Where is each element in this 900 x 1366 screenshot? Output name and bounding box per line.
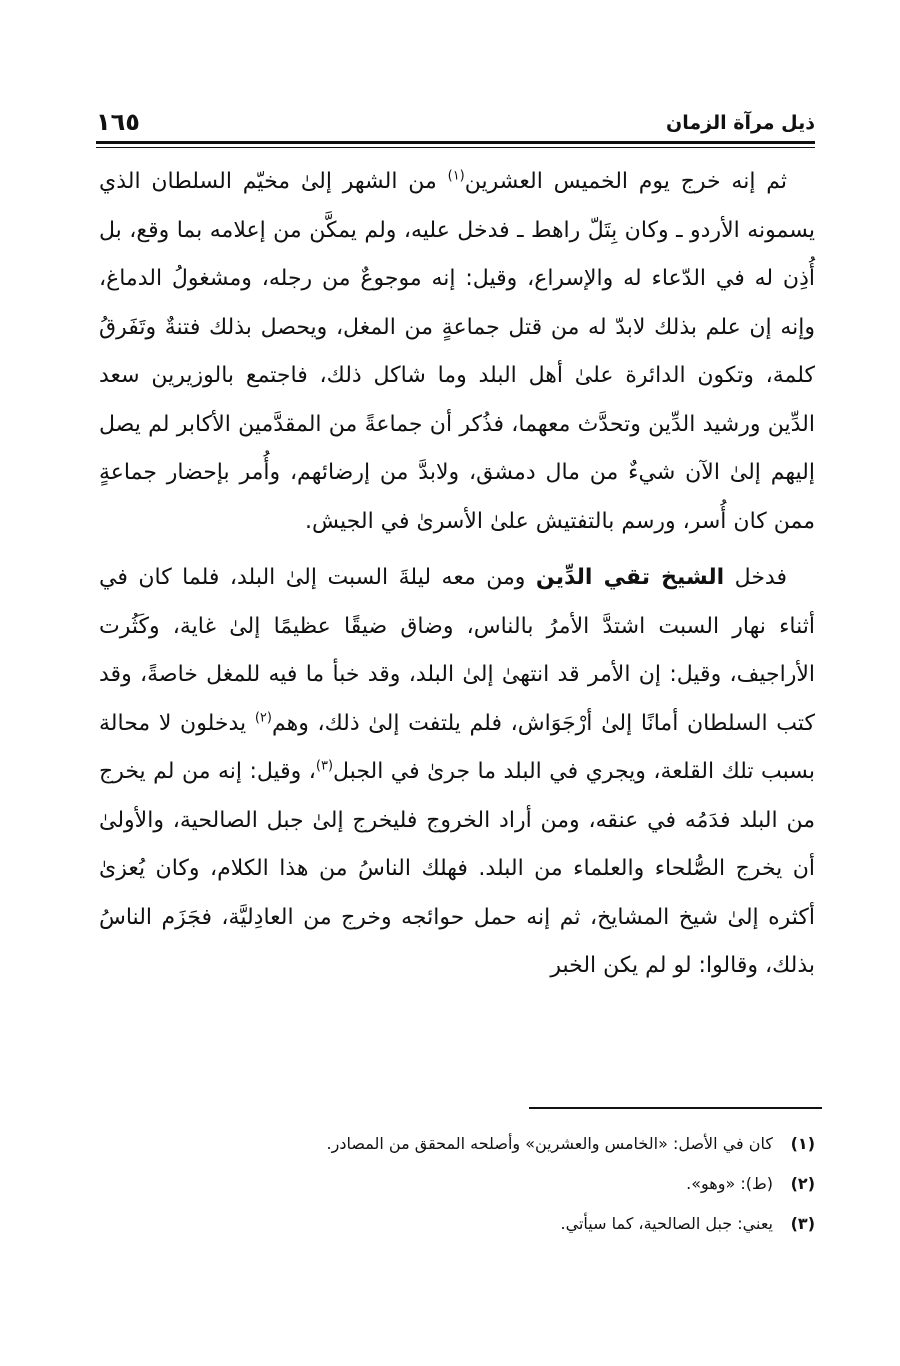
footnote-separator — [529, 1107, 822, 1109]
paragraph-2 — [99, 554, 815, 991]
paragraph-1 — [99, 158, 815, 546]
footnote-number: (١) — [790, 1134, 815, 1153]
footnotes — [99, 1124, 815, 1244]
footnote-ref-3[interactable]: (٣) — [315, 758, 334, 774]
footnote-text: يعني: جبل الصالحية، كما سيأتي. — [560, 1214, 773, 1233]
footnote-text: (ط): «وهو». — [686, 1174, 773, 1193]
footnote-3 — [99, 1204, 815, 1244]
p2-text-start: فدخل — [724, 565, 787, 590]
running-title: ذيل مرآة الزمان — [666, 112, 815, 134]
p2-text-a: ومن معه ليلةَ السبت إلىٰ البلد، فلما كان في أثناء نهار السبت اشتدَّ الأمرُ بالناس، وضاق ضيقًا عظيمًا إلىٰ غاية، وكَثُرت الأراجيف، وقيل: إن الأمر قد انتهىٰ إلىٰ البلد، وقد خبأ ما فيه للمغل خاصةً، وقد كتب السلطان أمانًا إلىٰ أرْجَوَاش، فلم يلتفت إلىٰ ذلك، وهم — [99, 565, 815, 736]
p2-bold-name: الشيخ تقي الدِّين — [535, 565, 725, 590]
p1-text-start: ثم إنه خرج يوم الخميس العشرين — [464, 169, 788, 194]
main-text — [99, 158, 815, 991]
running-header — [96, 108, 815, 140]
p2-text-b: يدخلون لا محالة بسبب تلك القلعة، ويجري في البلد ما جرىٰ في الجبل — [99, 710, 815, 784]
footnote-ref-2[interactable]: (٢) — [254, 710, 272, 726]
page-number: ١٦٥ — [96, 108, 140, 136]
header-rule-thick — [96, 141, 815, 144]
p1-text-rest: من الشهر إلىٰ مخيّم السلطان الذي يسمونه الأردو ـ وكان بِتَلّ راهط ـ فدخل عليه، ولم يمكَّن من إعلامه بما وقع، بل أُذِن له في الدّعاء له والإسراع، وقيل: إنه موجوعٌ من رجله، ومشغولُ الدماغ، وإنه إن علم بذلك لابدّ له من قتل جماعةٍ من المغل، ويحصل بذلك فتنةٌ وتَفَرقُ كلمة، وتكون الدائرة علىٰ أهل البلد وما شاكل ذلك، فاجتمع بالوزيرين سعد الدِّين ورشيد الدِّين وتحدَّث معهما، فذُكر أن جماعةً من المقدَّمين الأكابر لم يصل إليهم إلىٰ الآن شيءٌ من مال دمشق، ولابدَّ من إرضائهم، وأُمر بإحضار جماعةٍ ممن كان أُسر، ورسم بالتفتيش علىٰ الأسرىٰ في الجيش. — [99, 169, 815, 534]
footnote-1 — [99, 1124, 815, 1164]
footnote-2 — [99, 1164, 815, 1204]
footnote-number: (٣) — [790, 1214, 815, 1233]
footnote-number: (٢) — [790, 1174, 815, 1193]
header-rule-thin — [96, 147, 815, 148]
footnote-text: كان في الأصل: «الخامس والعشرين» وأصلحه المحقق من المصادر. — [326, 1134, 773, 1153]
p2-text-c: ، وقيل: إنه من لم يخرج من البلد فدَمُه في عنقه، ومن أراد الخروج فليخرج إلىٰ جبل الصالحية، والأولىٰ أن يخرج الصُّلحاء والعلماء من البلد. فهلك الناسُ من هذا الكلام، وكان يُعزىٰ أكثره إلىٰ شيخ المشايخ، ثم إنه حمل حوائجه وخرج من العادِليَّة، فجَزَم الناسُ بذلك، وقالوا: لو لم يكن الخبر — [99, 759, 815, 978]
footnote-ref-1[interactable]: (١) — [447, 168, 465, 184]
